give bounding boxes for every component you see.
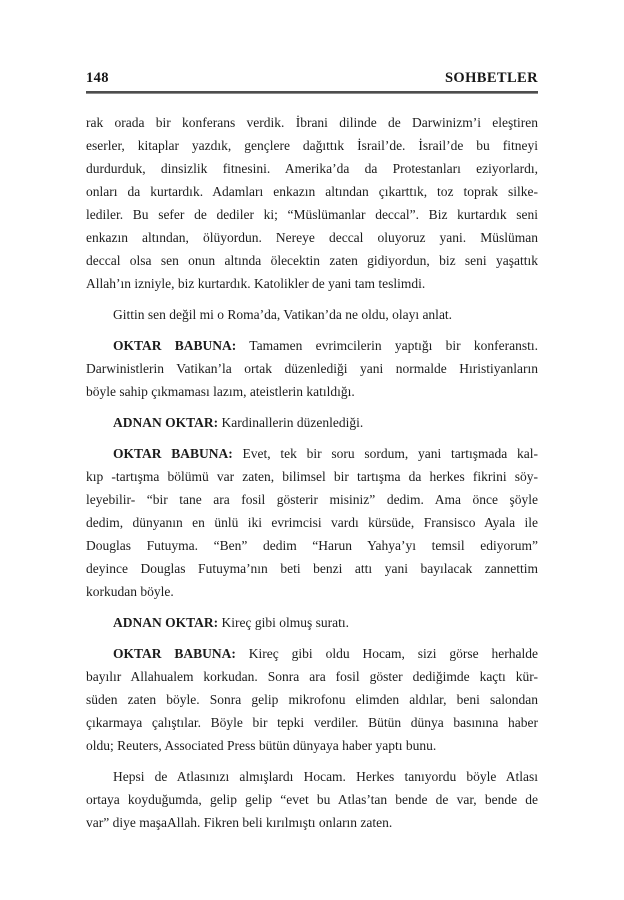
text-line: ADNAN OKTAR: Kardinallerin düzenlediği. <box>113 415 364 430</box>
paragraph <box>86 765 538 834</box>
speaker-name: OKTAR BABUNA: <box>113 338 237 353</box>
text-line: rak orada bir konferans verdik. İbrani dilinde de Darwinizm’i eleştiren <box>86 115 538 130</box>
dialogue-paragraph <box>86 611 538 634</box>
text-line: oldu; Reuters, Associated Press bütün dünyaya haber yaptı bunu. <box>86 738 437 753</box>
text-line: OKTAR BABUNA: Kireç gibi oldu Hocam, sizi görse herhalde <box>113 646 538 661</box>
page-number: 148 <box>86 70 109 86</box>
text-line: Darwinistlerin Vatikan’la ortak düzenlediği yani normalde Hıristiyanların <box>86 361 538 376</box>
running-title: SOHBETLER <box>444 70 538 86</box>
text-line: Allah’ın izniyle, biz kurtardık. Katolikler de yani tam teslimdi. <box>86 276 426 291</box>
text-line: durdurduk, dinsizlik fitnesini. Amerika’da da Protestanları eziyorlardı, <box>86 161 538 176</box>
text-line: ADNAN OKTAR: Kireç gibi olmuş suratı. <box>113 615 349 630</box>
text-line: Hepsi de Atlasınızı almışlardı Hocam. Herkes tanıyordu böyle Atlası <box>113 769 538 784</box>
text-line: OKTAR BABUNA: Evet, tek bir soru sordum, yani tartışmada kal- <box>113 446 538 461</box>
dialogue-paragraph <box>86 334 538 403</box>
dialogue-paragraph <box>86 642 538 757</box>
speaker-name: OKTAR BABUNA: <box>113 646 236 661</box>
paragraph <box>86 303 538 326</box>
dialogue-paragraph <box>86 411 538 434</box>
text-line: OKTAR BABUNA: Tamamen evrimcilerin yaptığı bir konferanstı. <box>113 338 538 353</box>
paragraph <box>86 111 538 295</box>
speaker-name: ADNAN OKTAR: <box>113 415 219 430</box>
text-line: dedim, dünyanın en ünlü iki evrimcisi vardı kürsüde, Fransisco Ayala ile <box>86 515 538 530</box>
speaker-name: ADNAN OKTAR: <box>113 615 219 630</box>
text-line: deccal olsa sen onun altında ölecektin zaten gidiyordun, biz seni yaşattık <box>86 253 538 268</box>
page-body <box>86 111 538 834</box>
text-line: deyince Douglas Futuyma’nın beti benzi attı yani bayılacak zannettim <box>86 561 538 576</box>
text-line: onları da kurtardık. Adamları enkazın altından çıkarttık, toz toprak silke- <box>86 184 538 199</box>
text-line: korkudan böyle. <box>86 584 174 599</box>
text-line: çıkarmaya çalıştılar. Böyle bir tepki verdiler. Bütün dünya basınına haber <box>86 715 538 730</box>
text-line: var” diye maşaAllah. Fikren beli kırılmıştı onların zaten. <box>86 815 393 830</box>
text-line: eserler, kitaplar yazdık, gençlere dağıttık İsrail’de. İsrail’de bu fitneyi <box>86 138 538 153</box>
header-rule <box>86 91 538 94</box>
text-line: ortaya koyduğumda, gelip gelip “evet bu Atlas’tan bende de var, bende de <box>86 792 538 807</box>
speaker-name: OKTAR BABUNA: <box>113 446 233 461</box>
text-line: böyle sahip çıkmaması lazım, ateistlerin katıldığı. <box>86 384 355 399</box>
text-line: leyebilir- “bir tane ara fosil gösterir misiniz” dedim. Ama önce şöyle <box>86 492 538 507</box>
text-line: Gittin sen değil mi o Roma’da, Vatikan’da ne oldu, olayı anlat. <box>113 307 453 322</box>
page-header <box>86 70 538 87</box>
text-line: Douglas Futuyma. “Ben” dedim “Harun Yahya’yı temsil ediyorum” <box>86 538 538 553</box>
text-line: süden zaten böyle. Sonra gelip mikrofonu elimden aldılar, beni salondan <box>86 692 538 707</box>
text-line: enkazın altından, ölüyordun. Nereye deccal oluyoruz yani. Müslüman <box>86 230 538 245</box>
text-line: kıp -tartışma bölümü var zaten, bilimsel bir tartışma da herkes fikrini söy- <box>86 469 538 484</box>
dialogue-paragraph <box>86 442 538 603</box>
text-line: bayılır Allahualem korkudan. Sonra ara fosil göster dediğimde kaçtı kür- <box>86 669 538 684</box>
text-line: lediler. Bu sefer de dediler ki; “Müslümanlar deccal”. Biz kurtardık seni <box>86 207 538 222</box>
